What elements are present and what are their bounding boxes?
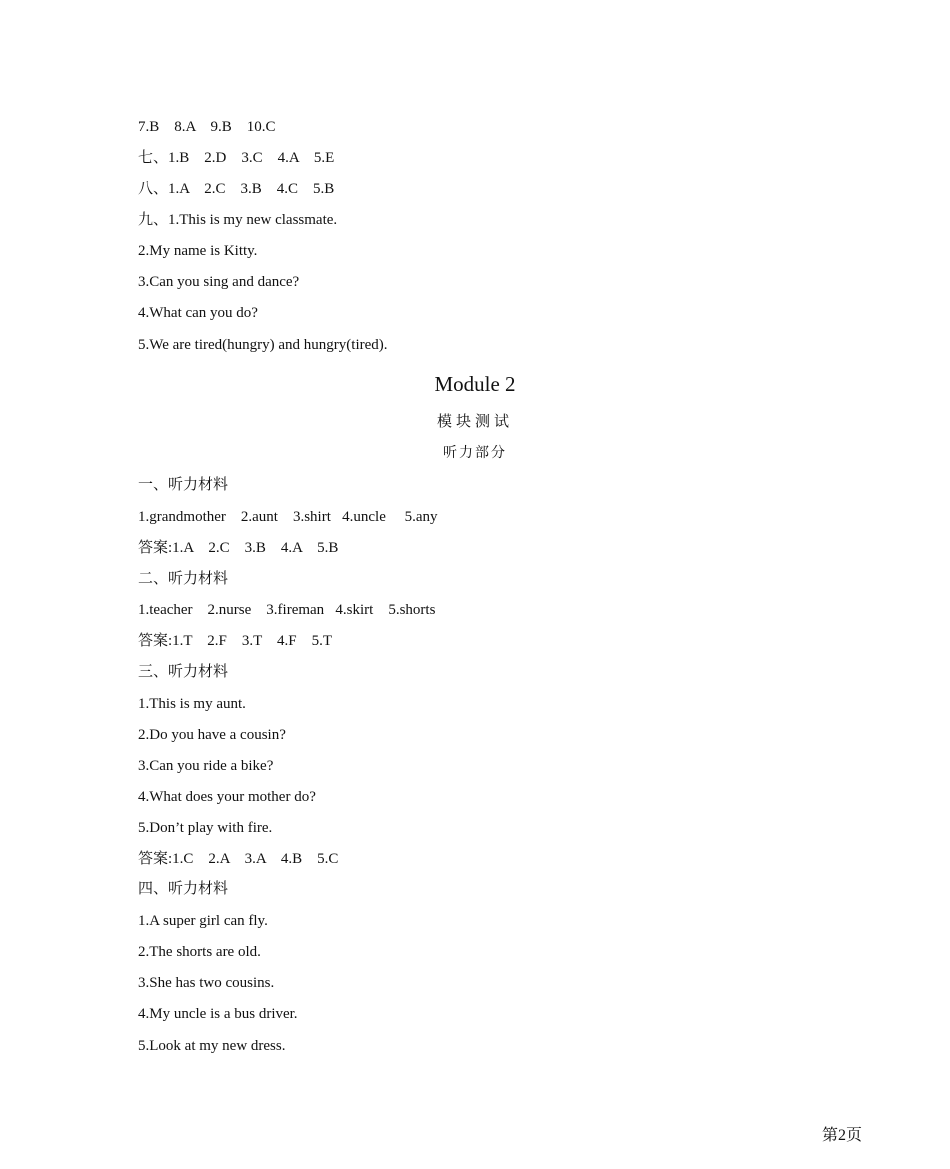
listening-line: 5.Look at my new dress.	[138, 1038, 286, 1054]
answer-line: 八、1.A 2.C 3.B 4.C 5.B	[138, 181, 335, 197]
section-label: 二、听力材料	[138, 571, 229, 587]
answer-line: 5.We are tired(hungry) and hungry(tired).	[138, 337, 388, 353]
listening-line: 2.The shorts are old.	[138, 944, 261, 960]
listening-line: 2.Do you have a cousin?	[138, 727, 286, 743]
answer-line: 4.What can you do?	[138, 305, 258, 321]
page-number: 第2页	[821, 1127, 862, 1144]
answer-line: 答案:1.A 2.C 3.B 4.A 5.B	[138, 540, 339, 556]
answer-line: 七、1.B 2.D 3.C 4.A 5.E	[138, 150, 335, 166]
section-label: 四、听力材料	[138, 881, 229, 897]
answer-line: 九、1.This is my new classmate.	[138, 212, 338, 228]
listening-line: 4.My uncle is a bus driver.	[138, 1006, 298, 1022]
module-title: Module 2	[434, 372, 516, 396]
answer-line: 3.Can you sing and dance?	[138, 274, 300, 290]
answer-line: 7.B 8.A 9.B 10.C	[138, 119, 276, 135]
section-label: 三、听力材料	[138, 664, 229, 680]
listening-line: 1.teacher 2.nurse 3.fireman 4.skirt 5.shorts	[138, 602, 436, 618]
listening-line: 5.Don’t play with fire.	[138, 820, 273, 836]
section-heading: 听力部分	[443, 446, 507, 461]
listening-line: 1.A super girl can fly.	[138, 913, 268, 929]
answer-line: 答案:1.T 2.F 3.T 4.F 5.T	[138, 633, 333, 649]
listening-line: 3.Can you ride a bike?	[138, 758, 274, 774]
answer-line: 2.My name is Kitty.	[138, 243, 258, 259]
answer-line: 答案:1.C 2.A 3.A 4.B 5.C	[138, 851, 339, 867]
listening-line: 3.She has two cousins.	[138, 975, 275, 991]
listening-line: 1.grandmother 2.aunt 3.shirt 4.uncle 5.any	[138, 509, 438, 525]
module-subtitle: 模块测试	[436, 414, 513, 430]
section-label: 一、听力材料	[138, 477, 229, 493]
listening-line: 1.This is my aunt.	[138, 696, 246, 712]
listening-line: 4.What does your mother do?	[138, 789, 316, 805]
